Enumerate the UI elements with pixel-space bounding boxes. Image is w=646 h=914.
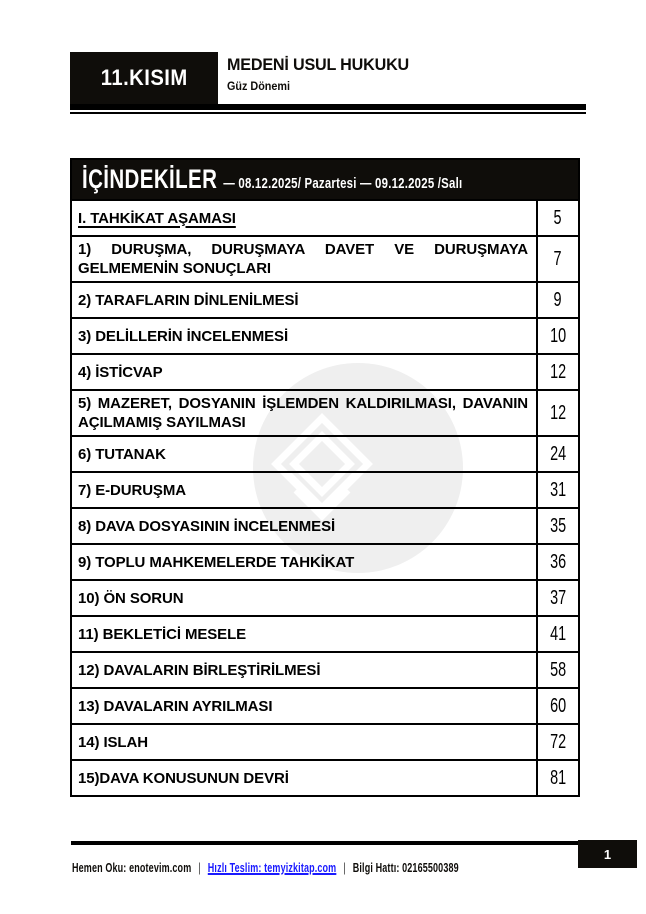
footer-contact-line [72, 859, 609, 877]
toc-entry-page-cell [538, 237, 578, 281]
footer-info-label: Bilgi Hattı: 02165500389 [352, 861, 459, 875]
toc-entry-label: 8) DAVA DOSYASININ İNCELENMESİ [78, 517, 336, 535]
toc-entry-label: 15)DAVA KONUSUNUN DEVRİ [78, 769, 289, 787]
delivery-link[interactable]: Hızlı Teslim: temyizkitap.com [207, 861, 337, 875]
toc-row [72, 543, 578, 579]
toc-entry-page-cell [538, 653, 578, 687]
toc-entry-label: 6) TUTANAK [78, 445, 166, 463]
footer-separator: | [343, 861, 346, 875]
toc-entry-label-cell [72, 355, 538, 389]
toc-entry-page: 9 [553, 288, 563, 311]
toc-entry-page: 10 [549, 324, 567, 347]
toc-entry-label-cell [72, 725, 538, 759]
toc-row [72, 759, 578, 795]
toc-entry-page-cell [538, 283, 578, 317]
toc-entry-label: 12) DAVALARIN BİRLEŞTİRİLMESİ [78, 661, 321, 679]
toc-entry-label: 10) ÖN SORUN [78, 589, 184, 607]
toc-entry-page-cell [538, 437, 578, 471]
toc-entry-page: 7 [553, 247, 563, 270]
toc-entry-label: 4) İSTİCVAP [78, 363, 163, 381]
toc-row [72, 389, 578, 435]
toc-row [72, 281, 578, 317]
toc-entry-label-cell [72, 237, 538, 281]
toc-entry-label-cell [72, 689, 538, 723]
toc-heading: İÇİNDEKİLER [82, 164, 218, 194]
toc-entry-label: 3) DELİLLERİN İNCELENMESİ [78, 327, 289, 345]
toc-table [70, 158, 580, 797]
footer-read-label: Hemen Oku: enotevim.com [72, 861, 192, 875]
toc-row [72, 317, 578, 353]
header-rule-thick [70, 104, 586, 110]
toc-entry-label: 5) MAZERET, DOSYANIN İŞLEMDEN KALDIRILMASI, DAVANIN AÇILMAMIŞ SAYILMASI [78, 395, 528, 431]
toc-row [72, 435, 578, 471]
course-title: MEDENİ USUL HUKUKU [227, 55, 410, 74]
toc-entry-page-cell [538, 355, 578, 389]
toc-entry-label: 13) DAVALARIN AYRILMASI [78, 697, 273, 715]
toc-entry-page-cell [538, 473, 578, 507]
toc-entry-page: 81 [549, 766, 567, 789]
toc-row [72, 353, 578, 389]
toc-row [72, 687, 578, 723]
toc-entry-label-cell [72, 473, 538, 507]
toc-entry-page: 41 [549, 622, 567, 645]
toc-entry-page: 31 [549, 478, 567, 501]
toc-entry-label: 14) ISLAH [78, 733, 148, 751]
toc-entry-label-cell [72, 545, 538, 579]
toc-header [72, 160, 578, 199]
toc-entry-page: 12 [549, 401, 567, 424]
header-title-block [227, 55, 419, 95]
toc-row [72, 471, 578, 507]
part-label: 11.KISIM [100, 65, 188, 90]
toc-entry-label-cell [72, 391, 538, 435]
toc-entry-page-cell [538, 761, 578, 795]
toc-entry-label-cell [72, 201, 538, 235]
toc-entry-page: 24 [549, 442, 567, 465]
toc-entry-page: 36 [549, 550, 567, 573]
toc-entry-label-cell [72, 319, 538, 353]
toc-entry-page-cell [538, 581, 578, 615]
part-label-box [70, 52, 218, 104]
footer-separator: | [198, 861, 201, 875]
toc-entry-label: 1) DURUŞMA, DURUŞMAYA DAVET VE DURUŞMAYA GELMEMENİN SONUÇLARI [78, 241, 528, 277]
toc-entry-page: 37 [549, 586, 567, 609]
toc-entry-label-cell [72, 617, 538, 651]
toc-entry-page-cell [538, 617, 578, 651]
toc-row [72, 199, 578, 235]
toc-entry-page: 72 [549, 730, 567, 753]
toc-entry-page-cell [538, 201, 578, 235]
toc-entry-page-cell [538, 509, 578, 543]
header-rule-thin [70, 112, 586, 114]
toc-entry-page: 60 [549, 694, 567, 717]
toc-entry-label: 2) TARAFLARIN DİNLENİLMESİ [78, 291, 299, 309]
toc-entry-label: 9) TOPLU MAHKEMELERDE TAHKİKAT [78, 553, 355, 571]
footer-rule [71, 841, 578, 845]
toc-entry-label: I. TAHKİKAT AŞAMASI [78, 209, 236, 227]
toc-entry-label-cell [72, 283, 538, 317]
toc-rows [72, 199, 578, 795]
toc-entry-label: 7) E-DURUŞMA [78, 481, 186, 499]
toc-entry-page: 12 [549, 360, 567, 383]
toc-row [72, 507, 578, 543]
toc-entry-label: 11) BEKLETİCİ MESELE [78, 625, 247, 643]
toc-entry-page: 5 [553, 206, 563, 229]
toc-entry-page-cell [538, 391, 578, 435]
toc-entry-label-cell [72, 509, 538, 543]
toc-entry-page: 35 [549, 514, 567, 537]
toc-row [72, 723, 578, 759]
toc-entry-label-cell [72, 653, 538, 687]
page-number: 1 [603, 846, 612, 862]
toc-entry-page: 58 [549, 658, 567, 681]
toc-row [72, 579, 578, 615]
toc-entry-label-cell [72, 761, 538, 795]
toc-entry-label-cell [72, 581, 538, 615]
toc-entry-page-cell [538, 725, 578, 759]
toc-entry-page-cell [538, 689, 578, 723]
term-label: Güz Dönemi [227, 79, 291, 93]
toc-row [72, 615, 578, 651]
toc-entry-label-cell [72, 437, 538, 471]
toc-entry-page-cell [538, 319, 578, 353]
toc-entry-page-cell [538, 545, 578, 579]
toc-date-range: — 08.12.2025/ Pazartesi — 09.12.2025 /Salı [223, 175, 463, 192]
toc-row [72, 651, 578, 687]
toc-row [72, 235, 578, 281]
